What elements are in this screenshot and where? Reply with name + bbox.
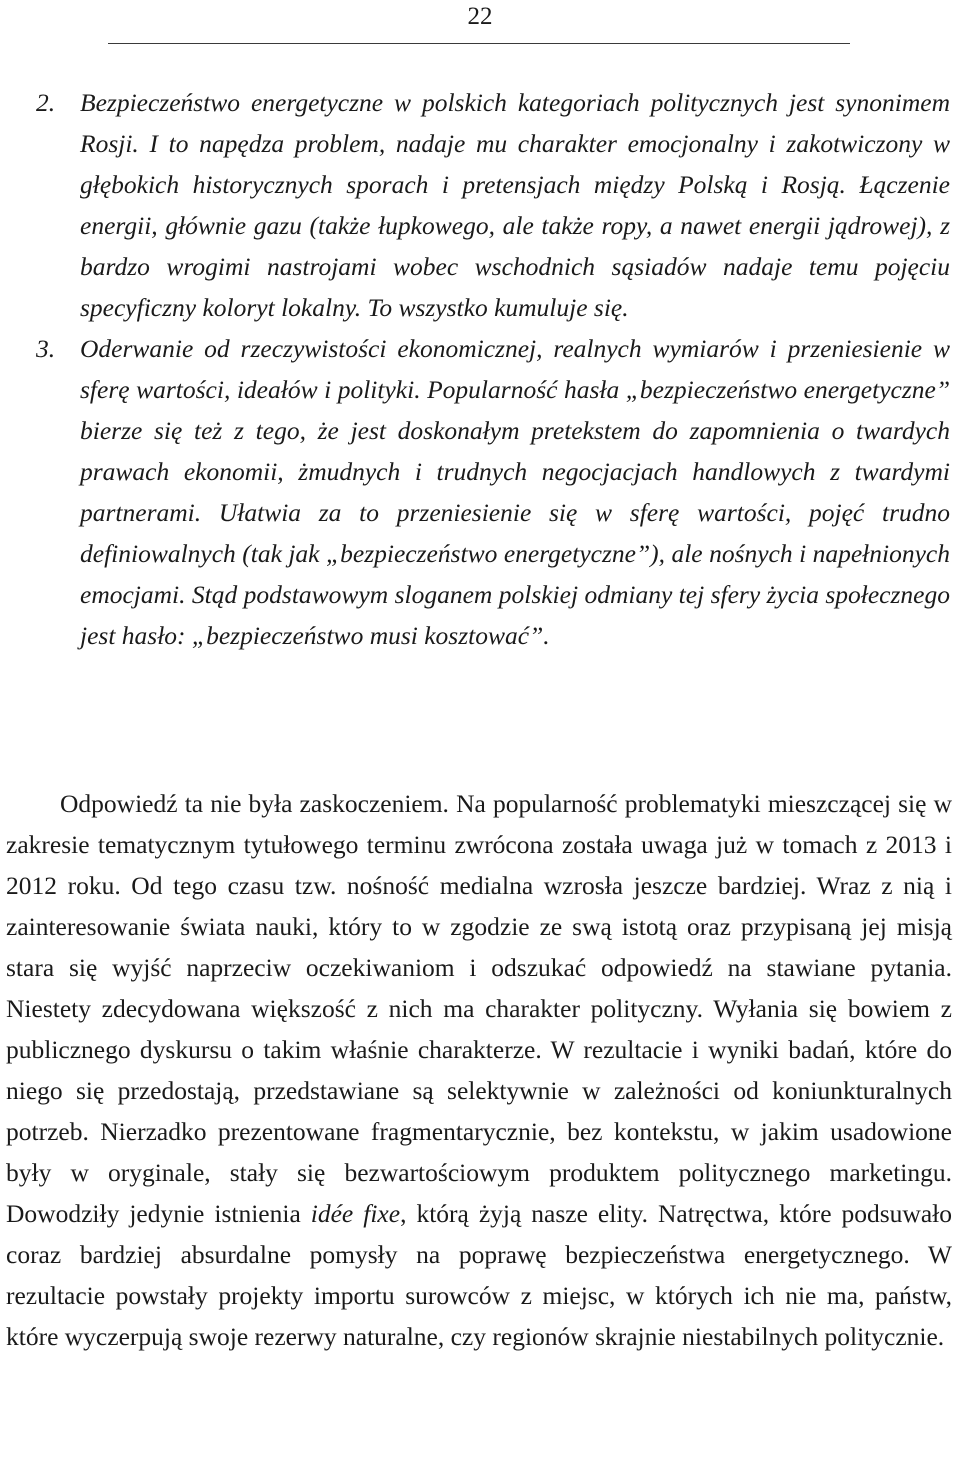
list-item-text: Bezpieczeństwo energetyczne w polskich kategoriach politycznych jest synonimem Rosji. I to napędza problem, nadaje mu charakter emocjonalny i zakotwiczony w głębokich historycznych sporach i pretensjach między Polską i Rosją. Łączenie energii, głównie gazu (także łupkowego, ale także ropy, a nawet energii jądrowej), z bardzo wrogimi nastrojami wobec wschodnich sąsiadów nadaje temu pojęciu specyficzny koloryt lokalny. To wszystko kumuluje się. [80, 88, 950, 322]
italic-phrase: idée fixe [310, 1199, 401, 1228]
numbered-list [0, 82, 960, 656]
paragraph-text-part-1: Odpowiedź ta nie była zaskoczeniem. Na popularność problematyki mieszczącej się w zakresie tematycznym tytułowego terminu zwrócona została uwaga już w tomach z 2013 i 2012 roku. Od tego czasu tzw. nośność medialna wzrosła jeszcze bardziej. Wraz z nią i zainteresowanie świata nauki, który to w zgodzie ze swą istotą oraz przypisaną jej misją stara się wyjść naprzeciw oczekiwaniom i odszukać odpowiedź na stawiane pytania. Niestety zdecydowana większość z nich ma charakter polityczny. Wyłania się bowiem z publicznego dyskursu o takim właśnie charakterze. W rezultacie i wyniki badań, które do niego się przedostają, przedstawiane są selektywnie w zależności od koniunkturalnych potrzeb. Nierzadko prezentowane fragmentarycznie, bez kontekstu, w jakim usadowione były w oryginale, stały się bezwartościowym produktem politycznego marketingu. Dowodziły jedynie istnienia [6, 789, 952, 1228]
list-item-number: 2. [36, 88, 56, 117]
body-paragraph [6, 783, 952, 1357]
list-item-number: 3. [36, 334, 56, 363]
list-item-3 [0, 328, 960, 656]
list-item-2 [0, 82, 960, 328]
list-item-text: Oderwanie od rzeczywistości ekonomicznej, realnych wymiarów i przeniesienie w sferę wartości, ideałów i polityki. Popularność hasła „bezpieczeństwo energetyczne” bierze się też z tego, że jest doskonałym pretekstem do zapomnienia o twardych prawach ekonomii, żmudnych i trudnych negocjacjach handlowych z twardymi partnerami. Ułatwia za to przeniesienie się w sferę wartości, pojęć trudno definiowalnych (tak jak „bezpieczeństwo energetyczne”), ale nośnych i napełnionych emocjami. Stąd podstawowym sloganem polskiej odmiany tej sfery życia społecznego jest hasło: „bezpieczeństwo musi kosztować”. [80, 334, 950, 650]
paragraph-text-part-2: , którą żyją nasze elity. Natręctwa, które podsuwało coraz bardziej absurdalne pomysły na poprawę bezpieczeństwa energetycznego. W rezultacie powstały projekty importu surowców z miejsc, w których ich nie ma, państw, które wyczerpują swoje rezerwy naturalne, czy regionów skrajnie niestabilnych politycznie. [6, 1199, 952, 1351]
header-rule [108, 43, 850, 44]
page-number: 22 [467, 3, 493, 30]
